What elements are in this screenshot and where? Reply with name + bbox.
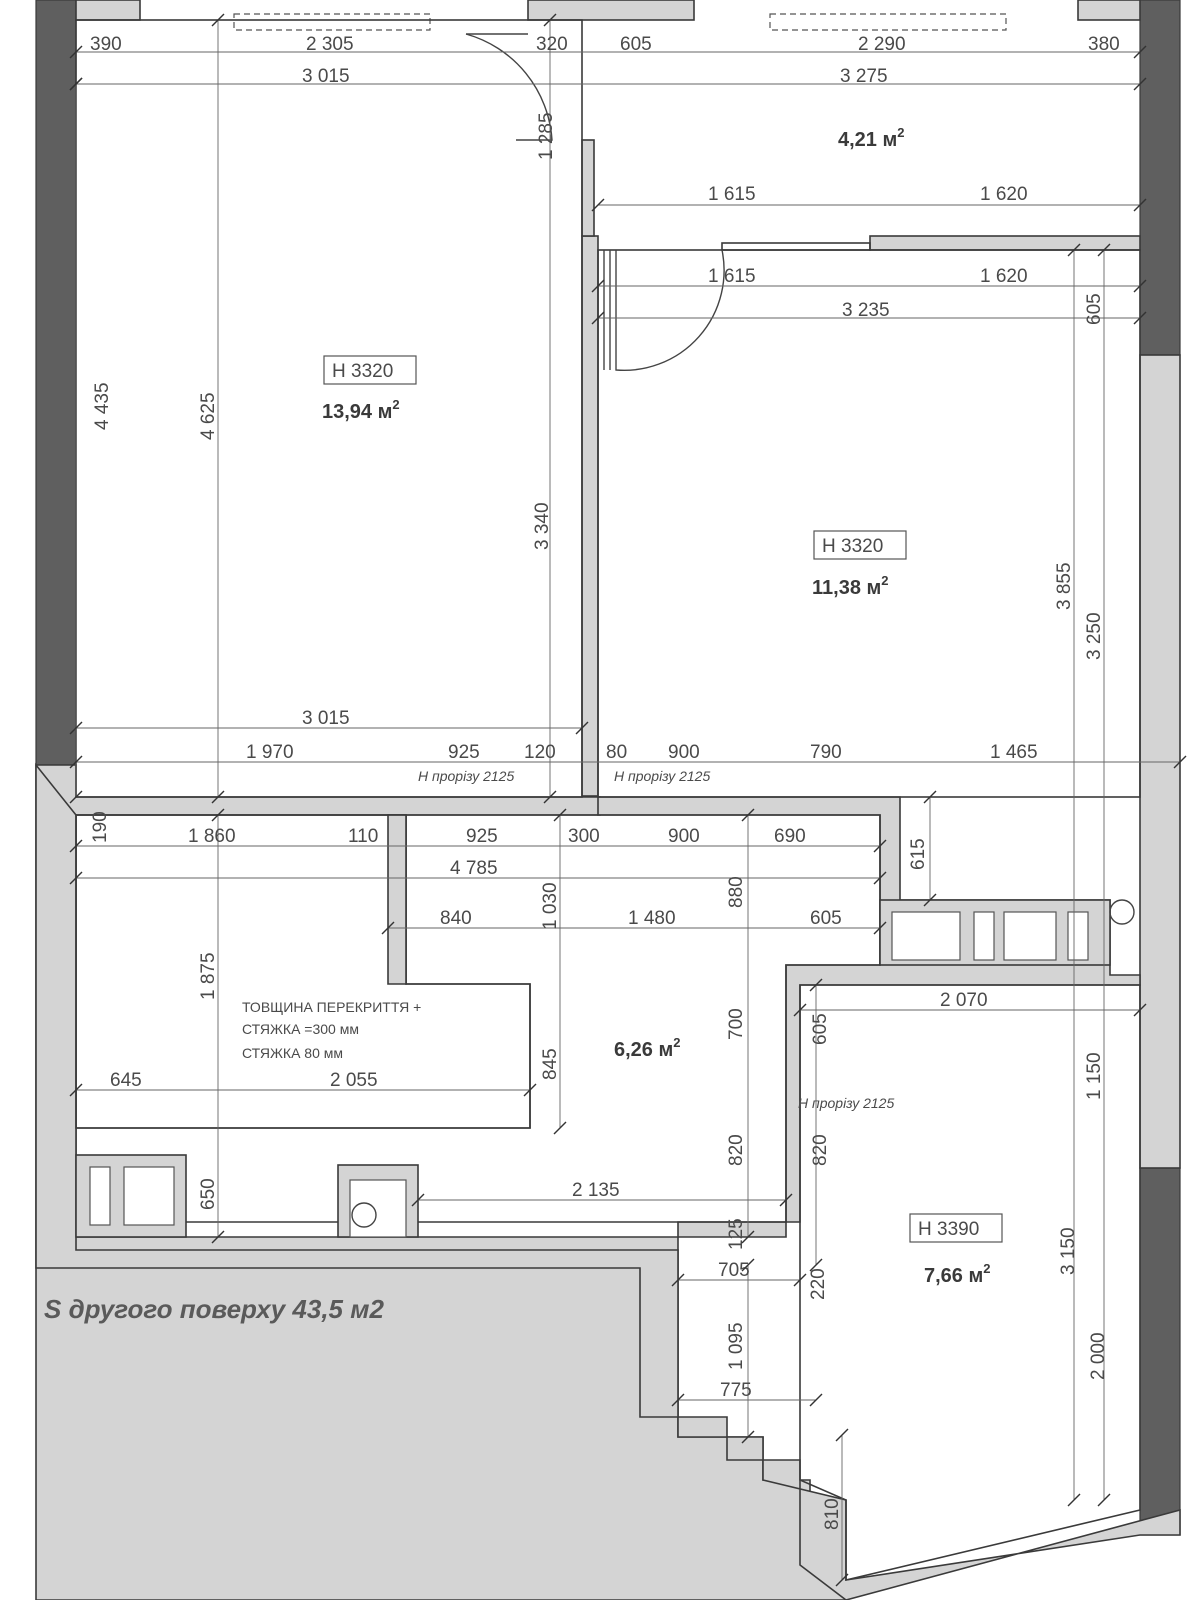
dim-3855: 3 855 (1054, 562, 1075, 610)
dim-645: 645 (110, 1070, 142, 1091)
dim-845: 845 (540, 1048, 561, 1080)
height-label-left: H 3320 (332, 361, 394, 382)
dim-3235: 3 235 (842, 300, 890, 321)
dim-3150: 3 150 (1058, 1227, 1079, 1275)
opening-height-2: H прорізу 2125 (614, 768, 711, 784)
height-label-right: H 3320 (822, 536, 884, 557)
dim-615: 615 (908, 838, 929, 870)
hall-divider-wall (870, 236, 1140, 250)
dim-605-c: 605 (810, 908, 842, 929)
riser-pipe (1110, 900, 1134, 924)
utility-box-1 (90, 1167, 110, 1225)
dim-840: 840 (440, 908, 472, 929)
dim-80: 80 (606, 742, 628, 763)
dim-380: 380 (1088, 34, 1120, 55)
dim-1095: 1 095 (726, 1322, 747, 1370)
right-lower-wall (598, 797, 1140, 1222)
dim-3250: 3 250 (1084, 612, 1105, 660)
dim-1030: 1 030 (540, 882, 561, 930)
dim-900-b: 900 (668, 826, 700, 847)
dim-4785: 4 785 (450, 858, 498, 879)
area-left-top: 13,94 $м^2$ (322, 397, 400, 423)
dim-1285: 1 285 (536, 112, 557, 160)
dim-190: 190 (90, 811, 111, 843)
dim-820-a: 820 (726, 1134, 747, 1166)
dim-1620-b: 1 620 (980, 266, 1028, 287)
dim-1970: 1 970 (246, 742, 294, 763)
dim-1465: 1 465 (990, 742, 1038, 763)
area-bottom-right: 7,66 $м^2$ (924, 1261, 991, 1287)
dim-605-top: 605 (620, 34, 652, 55)
dim-705: 705 (718, 1260, 750, 1281)
top-window-1 (234, 14, 430, 30)
top-wall-stub-1 (76, 0, 140, 20)
dim-300: 300 (568, 826, 600, 847)
dim-820-b: 820 (810, 1134, 831, 1166)
closet-box-1 (892, 912, 960, 960)
dim-4435: 4 435 (92, 382, 113, 430)
area-right-top: 11,38 $м^2$ (812, 573, 889, 599)
closet-box-4 (1068, 912, 1088, 960)
dim-3340: 3 340 (532, 502, 553, 550)
dim-390: 390 (90, 34, 122, 55)
room-right-top-outline (598, 250, 1140, 797)
slab-note-line1: ТОВЩИНА ПЕРЕКРИТТЯ + (242, 999, 422, 1015)
dim-790: 790 (810, 742, 842, 763)
hall-divider-door-frame (722, 243, 870, 250)
dim-3015-mid: 3 015 (302, 708, 350, 729)
height-label-bottom: H 3390 (918, 1219, 980, 1240)
dim-1860: 1 860 (188, 826, 236, 847)
slab-note-line3: СТЯЖКА 80 мм (242, 1045, 344, 1061)
closet-box-2 (974, 912, 994, 960)
opening-height-1: H прорізу 2125 (418, 768, 515, 784)
dim-2305: 2 305 (306, 34, 354, 55)
dim-2000: 2 000 (1088, 1332, 1109, 1380)
dim-320: 320 (536, 34, 568, 55)
dim-110: 110 (348, 826, 379, 847)
dim-1480: 1 480 (628, 908, 676, 929)
dim-4625: 4 625 (198, 392, 219, 440)
dim-775: 775 (720, 1380, 752, 1401)
dim-2070: 2 070 (940, 990, 988, 1011)
dim-2055: 2 055 (330, 1070, 378, 1091)
dim-3015-top: 3 015 (302, 66, 350, 87)
dim-125: 125 (726, 1218, 747, 1250)
dim-120: 120 (524, 742, 556, 763)
dim-605-d: 605 (810, 1013, 831, 1045)
dim-1620-a: 1 620 (980, 184, 1028, 205)
central-block-wall (388, 815, 406, 984)
area-hall-top: 4,21 $м^2$ (838, 125, 905, 151)
area-center: 6,26 $м^2$ (614, 1035, 681, 1061)
exterior-wall-right-mid (1140, 355, 1180, 1168)
dim-1615-b: 1 615 (708, 266, 756, 287)
exterior-wall-left (36, 0, 76, 765)
utility-box-2 (124, 1167, 174, 1225)
dim-1875: 1 875 (198, 952, 219, 1000)
utility-shaft-inner (350, 1180, 406, 1237)
dim-880: 880 (726, 876, 747, 908)
exterior-wall-right-bottom (1140, 1168, 1180, 1535)
partition-wall-upper (582, 140, 594, 236)
dim-690: 690 (774, 826, 806, 847)
dim-2135: 2 135 (572, 1180, 620, 1201)
dim-900-a: 900 (668, 742, 700, 763)
dim-605-right: 605 (1084, 293, 1105, 325)
dim-1615-a: 1 615 (708, 184, 756, 205)
exterior-wall-right-top (1140, 0, 1180, 355)
dim-220: 220 (808, 1268, 829, 1300)
dim-810: 810 (822, 1498, 843, 1530)
dim-925-a: 925 (448, 742, 480, 763)
top-wall-stub-3 (1078, 0, 1140, 20)
dim-650: 650 (198, 1178, 219, 1210)
dim-700: 700 (726, 1008, 747, 1040)
dim-1150: 1 150 (1084, 1052, 1105, 1100)
dim-925-b: 925 (466, 826, 498, 847)
dim-3275: 3 275 (840, 66, 888, 87)
slab-note-line2: СТЯЖКА =300 мм (242, 1021, 359, 1037)
top-window-2 (770, 14, 1006, 30)
opening-height-3: H прорізу 2125 (798, 1095, 895, 1111)
closet-box-3 (1004, 912, 1056, 960)
total-area-label: S другого поверху 43,5 м2 (44, 1294, 384, 1324)
dim-2290: 2 290 (858, 34, 906, 55)
